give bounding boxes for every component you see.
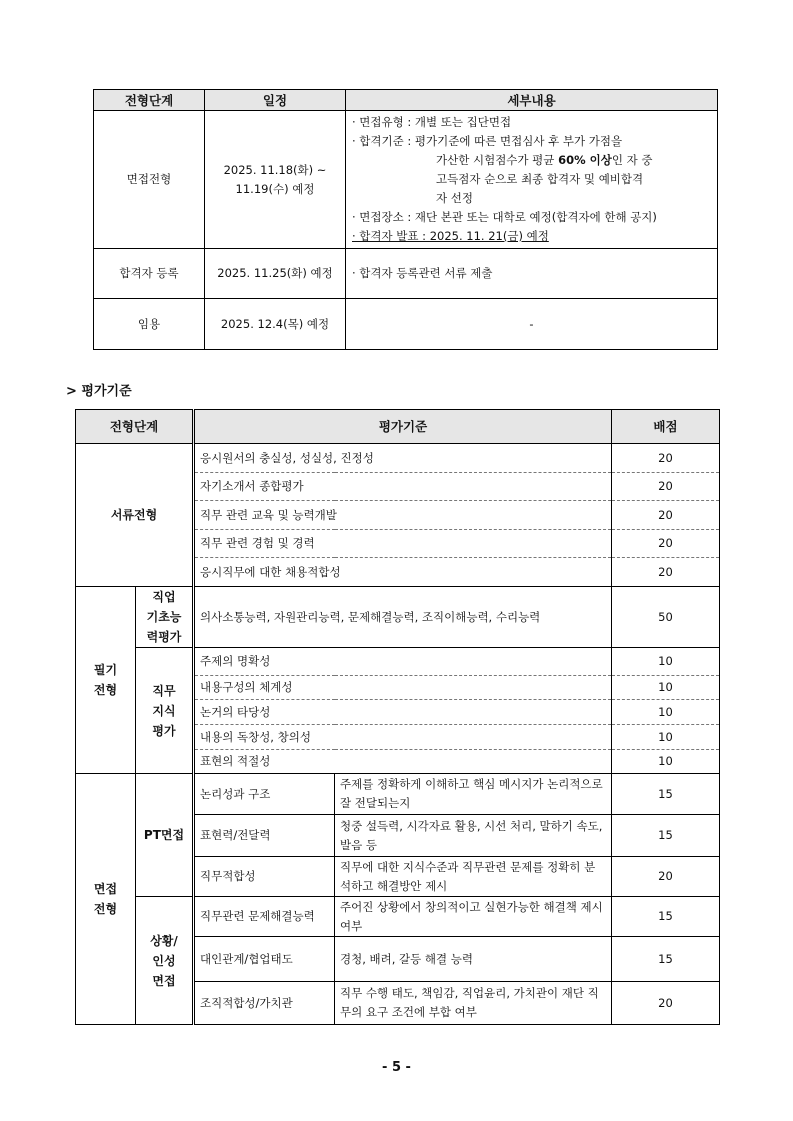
- criterion: 직무 관련 경험 및 경력: [194, 530, 612, 558]
- score: 20: [612, 558, 720, 587]
- detail-line: 자 선정: [436, 191, 473, 205]
- criterion: 표현의 적절성: [194, 750, 612, 774]
- detail-line: · 합격기준 : 평가기준에 따른 면접심사 후 부가 가점을: [352, 134, 623, 148]
- criterion: 자기소개서 종합평가: [194, 473, 612, 501]
- score: 15: [612, 815, 720, 857]
- criterion-name: 조직적합성/가치관: [194, 982, 335, 1025]
- schedule-stage: 합격자 등록: [94, 249, 205, 299]
- score: 15: [612, 937, 720, 982]
- criterion-desc: 주어진 상황에서 창의적이고 실현가능한 해결책 제시 여부: [335, 897, 612, 937]
- section-title: > 평가기준: [66, 384, 132, 399]
- criterion: 논거의 타당성: [194, 700, 612, 725]
- criterion-desc: 직무 수행 태도, 책임감, 직업윤리, 가치관이 재단 직무의 요구 조건에 부합 여부: [335, 982, 612, 1025]
- detail-line: · 면접유형 : 개별 또는 집단면접: [352, 115, 512, 129]
- criterion-name: 논리성과 구조: [194, 774, 335, 815]
- score: 10: [612, 750, 720, 774]
- criterion-desc: 직무에 대한 지식수준과 직무관련 문제를 정확히 분석하고 해결방안 제시: [335, 857, 612, 897]
- schedule-row-appointment: [94, 299, 718, 350]
- criterion-desc: 경청, 배려, 갈등 해결 능력: [335, 937, 612, 982]
- criterion: 직무 관련 교육 및 능력개발: [194, 501, 612, 530]
- substage-pt: PT면접: [136, 774, 194, 897]
- eval-header-criteria: 평가기준: [194, 410, 612, 444]
- criterion: 의사소통능력, 자원관리능력, 문제해결능력, 조직이해능력, 수리능력: [194, 587, 612, 648]
- substage-situational: 상황/ 인성 면접: [136, 897, 194, 1025]
- criterion-desc: 주제를 정확하게 이해하고 핵심 메시지가 논리적으로 잘 전달되는지: [335, 774, 612, 815]
- schedule-stage: 임용: [94, 299, 205, 350]
- date-line: 2025. 11.18(화) ~: [223, 162, 327, 177]
- score: 10: [612, 648, 720, 676]
- schedule-table: [93, 89, 718, 350]
- detail-line: · 합격자 발표 : 2025. 11. 21(금) 예정: [352, 229, 549, 243]
- substage-job-knowledge: 직무 지식 평가: [136, 648, 194, 774]
- schedule-header-stage: 전형단계: [94, 90, 205, 111]
- criterion-name: 표현력/전달력: [194, 815, 335, 857]
- criterion-desc: 청중 설득력, 시각자료 활용, 시선 처리, 말하기 속도, 발음 등: [335, 815, 612, 857]
- eval-header-row: [76, 410, 720, 444]
- schedule-detail: [346, 111, 718, 249]
- date-line: 11.19(수) 예정: [235, 181, 315, 196]
- criterion: 내용구성의 체계성: [194, 676, 612, 700]
- score: 20: [612, 501, 720, 530]
- eval-row: [76, 587, 720, 648]
- schedule-row-interview: [94, 111, 718, 249]
- criterion: 주제의 명확성: [194, 648, 612, 676]
- eval-header-stage: 전형단계: [76, 410, 194, 444]
- score: 20: [612, 982, 720, 1025]
- stage-interview: 면접 전형: [76, 774, 136, 1025]
- score: 20: [612, 530, 720, 558]
- detail-line: 고득점자 순으로 최종 합격자 및 예비합격: [436, 172, 644, 186]
- criterion-name: 직무적합성: [194, 857, 335, 897]
- schedule-row-registration: [94, 249, 718, 299]
- evaluation-table: [75, 409, 720, 1025]
- schedule-header-detail: 세부내용: [346, 90, 718, 111]
- pass-threshold: 60% 이상: [558, 153, 612, 167]
- criterion-name: 대인관계/협업태도: [194, 937, 335, 982]
- schedule-date: 2025. 12.4(목) 예정: [205, 299, 346, 350]
- criterion: 응시원서의 충실성, 성실성, 진정성: [194, 444, 612, 473]
- schedule-header-date: 일정: [205, 90, 346, 111]
- score: 20: [612, 473, 720, 501]
- stage-written: 필기 전형: [76, 587, 136, 774]
- eval-header-score: 배점: [612, 410, 720, 444]
- page-number: - 5 -: [382, 1060, 411, 1075]
- schedule-detail: -: [346, 299, 718, 350]
- score: 15: [612, 897, 720, 937]
- schedule-header-row: [94, 90, 718, 111]
- substage-basic-competency: 직업 기초능 력평가: [136, 587, 194, 648]
- eval-row: [76, 444, 720, 473]
- detail-line: · 면접장소 : 재단 본관 또는 대학로 예정(합격자에 한해 공지): [352, 210, 657, 224]
- stage-document: 서류전형: [76, 444, 194, 587]
- score: 50: [612, 587, 720, 648]
- score: 10: [612, 725, 720, 750]
- criterion-name: 직무관련 문제해결능력: [194, 897, 335, 937]
- eval-row: [76, 648, 720, 676]
- criterion: 내용의 독창성, 창의성: [194, 725, 612, 750]
- detail-line: 가산한 시험점수가 평균 60% 이상인 자 중: [436, 153, 653, 167]
- score: 20: [612, 444, 720, 473]
- eval-row: [76, 897, 720, 937]
- schedule-detail: · 합격자 등록관련 서류 제출: [346, 249, 718, 299]
- score: 10: [612, 700, 720, 725]
- score: 10: [612, 676, 720, 700]
- schedule-date: 2025. 11.25(화) 예정: [205, 249, 346, 299]
- schedule-stage: 면접전형: [94, 111, 205, 249]
- criterion: 응시직무에 대한 채용적합성: [194, 558, 612, 587]
- score: 15: [612, 774, 720, 815]
- eval-row: [76, 774, 720, 815]
- schedule-date: [205, 111, 346, 249]
- score: 20: [612, 857, 720, 897]
